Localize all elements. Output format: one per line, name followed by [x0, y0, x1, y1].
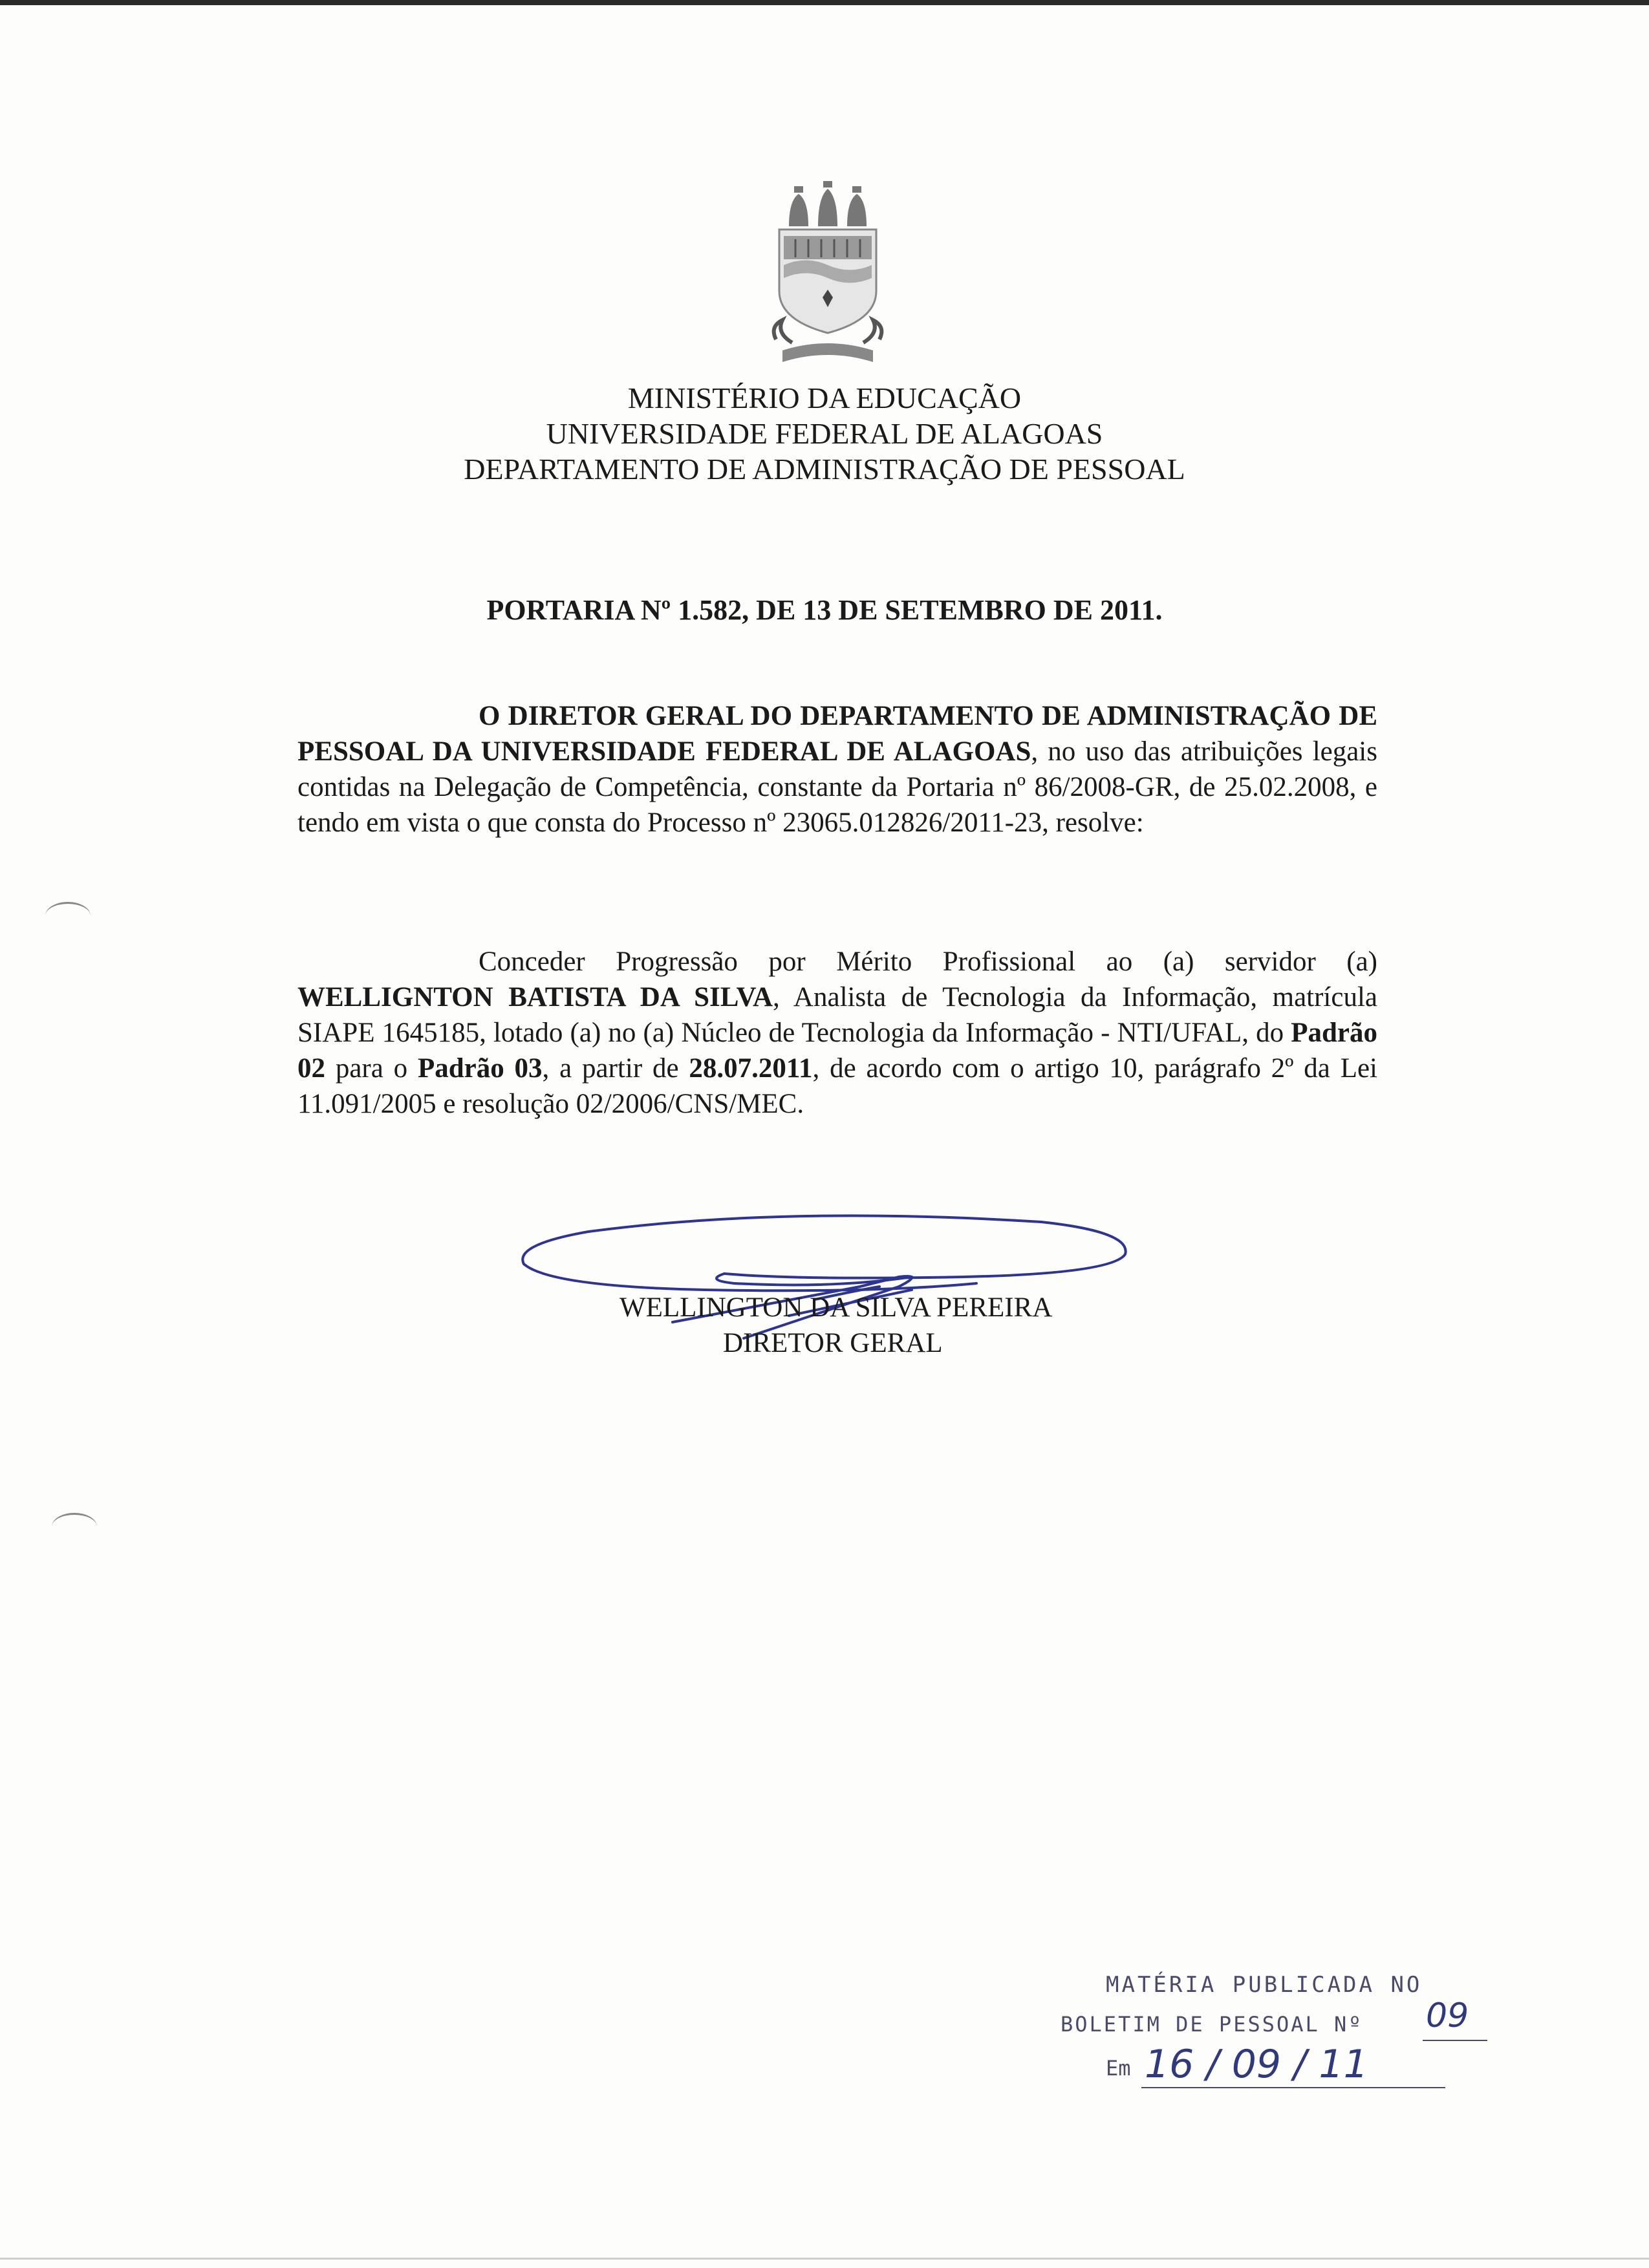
- portaria-title: PORTARIA Nº 1.582, DE 13 DE SETEMBRO DE 2011.: [486, 594, 1163, 626]
- ufal-crest-icon: [763, 181, 892, 375]
- preamble-paragraph: [297, 698, 1377, 840]
- punch-hole-mark: [45, 902, 91, 930]
- resolution-text: para o: [325, 1053, 418, 1084]
- document-header: [0, 380, 1649, 487]
- stamp-date-label: Em: [1106, 2056, 1131, 2081]
- new-level: Padrão 03: [417, 1053, 543, 1084]
- servant-name: WELLIGNTON BATISTA DA SILVA: [297, 982, 773, 1012]
- preamble-text: , no uso das atribuições legais contidas na Delegação de Competência, constante da Portaria nº 86/2008-GR, de 25.02.2008, e tendo em vista o que consta do Processo nº 23065.012826/2011-23, resolve:: [297, 736, 1377, 838]
- resolution-text: , a partir de: [542, 1053, 689, 1084]
- stamp-underline: [1423, 2040, 1487, 2041]
- scan-border-bottom: [0, 2258, 1649, 2260]
- punch-hole-mark: [52, 1513, 97, 1541]
- signatory-name: WELLINGTON DA SILVA PEREIRA: [620, 1292, 1053, 1323]
- stamp-date: 16 / 09 / 11: [1145, 2042, 1368, 2087]
- header-department: DEPARTAMENTO DE ADMINISTRAÇÃO DE PESSOAL: [464, 453, 1185, 486]
- resolution-text: Conceder Progressão por Mérito Profissional ao (a) servidor (a): [479, 947, 1377, 977]
- preamble-authority: O DIRETOR GERAL DO DEPARTAMENTO DE ADMINISTRAÇÃO DE PESSOAL DA UNIVERSIDADE FEDERAL DE ALAGOAS: [297, 701, 1377, 767]
- header-university: UNIVERSIDADE FEDERAL DE ALAGOAS: [546, 417, 1103, 450]
- stamp-line-1: MATÉRIA PUBLICADA NO: [1106, 1972, 1423, 1998]
- header-ministry: MINISTÉRIO DA EDUCAÇÃO: [627, 381, 1022, 414]
- resolution-text: , de acordo com o artigo 10, parágrafo 2º da Lei 11.091/2005 e resolução 02/2006/CNS/MEC.: [297, 1053, 1377, 1119]
- resolution-text: , Analista de Tecnologia da Informação, matrícula SIAPE 1645185, lotado (a) no (a) Núcleo de Tecnologia da Informação - NTI/UFAL, do: [297, 982, 1377, 1048]
- effective-date: 28.07.2011: [689, 1053, 813, 1084]
- stamp-line-2: BOLETIM DE PESSOAL Nº: [1061, 2012, 1363, 2037]
- publication-stamp: [1061, 1972, 1487, 2127]
- stamp-bulletin-number: 09: [1426, 1996, 1469, 2035]
- resolution-paragraph: [297, 944, 1377, 1122]
- previous-level: Padrão 02: [297, 1018, 1377, 1084]
- scan-border-top: [0, 0, 1649, 5]
- signatory-title: DIRETOR GERAL: [723, 1328, 943, 1358]
- stamp-underline: [1141, 2087, 1445, 2088]
